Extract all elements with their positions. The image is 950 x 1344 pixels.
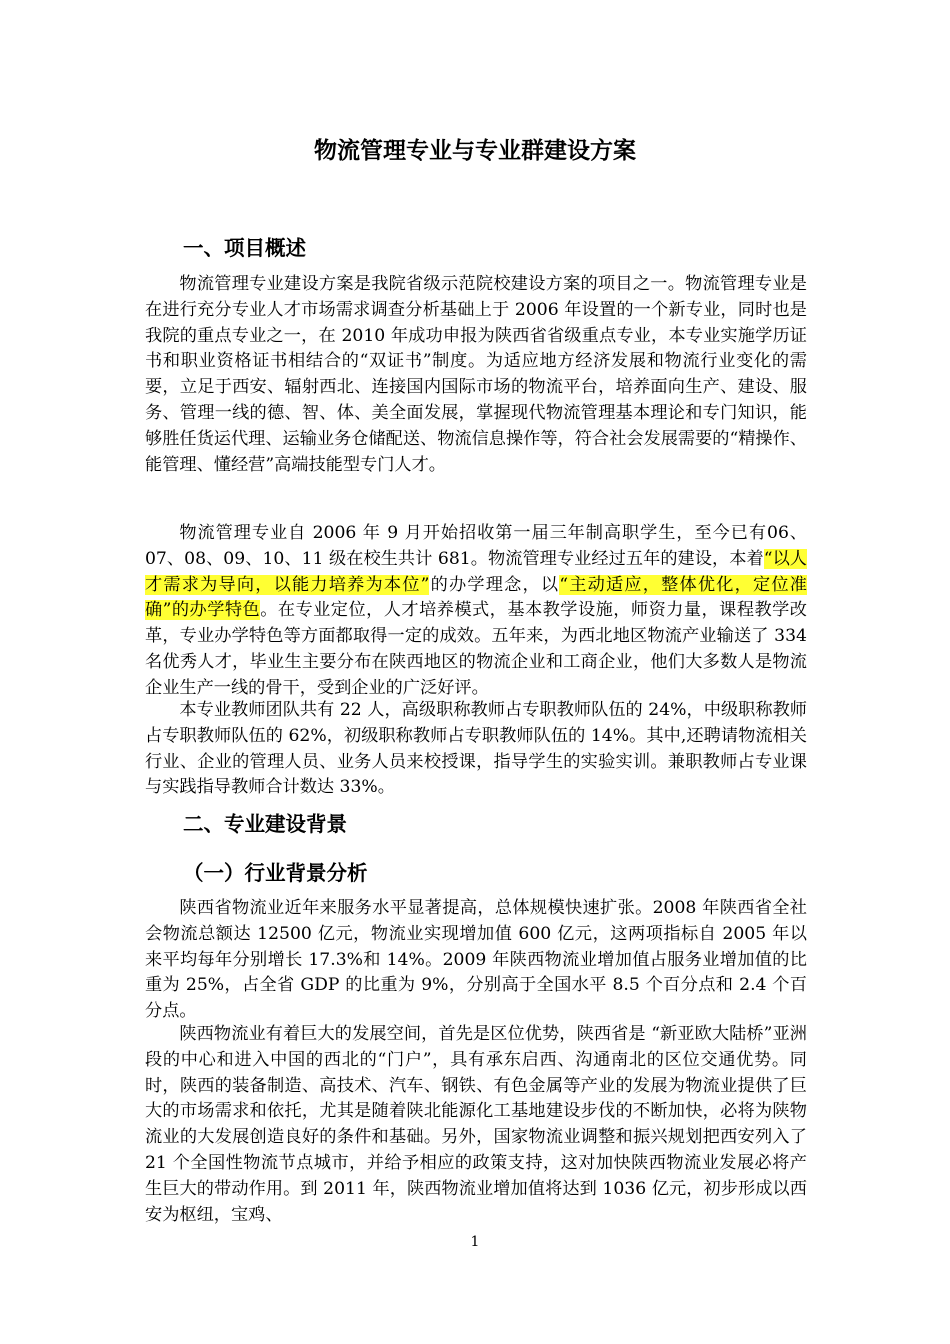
text-run: 物流管理专业自 2006 年 9 月开始招收第一届三年制高职学生，至今已有06、07、08、09、10、11 级在校生共计 681。物流管理专业经过五年的建设，本着 [145,523,807,569]
paragraph-industry-1: 陕西省物流业近年来服务水平显著提高，总体规模快速扩张。2008 年陕西省全社会物流总额达 12500 亿元，物流业实现增加值 600 亿元，这两项指标自 2005 年以来平均每年分别增长 17.3%和 14%。2009 年陕西物流业增加值占服务业增加值的比重为 25%，占全省 GDP 的比重为 9%，分别高于全国水平 8.5 个百分点和 2.4 个百分点。 [145,898,807,1022]
document-title: 物流管理专业与专业群建设方案 [314,138,636,164]
highlighted-text: “主动适应，整体优化，定位准确”的办学特色 [145,574,807,621]
page-number: 1 [470,1234,480,1250]
paragraph-overview-3: 本专业教师团队共有 22 人，高级职称教师占专职教师队伍的 24%，中级职称教师占专职教师队伍的 62%，初级职称教师占专职教师队伍的 14%。其中,还聘请物流相关行业、企业的管理人员、业务人员来校授课，指导学生的实验实训。兼职教师占专业课与实践指导教师合计数达 33%。 [145,700,807,798]
highlighted-text: “以人才需求为导向，以能力培养为本位” [145,548,807,595]
section-heading-overview: 一、项目概述 [183,236,306,260]
paragraph-overview-1: 物流管理专业建设方案是我院省级示范院校建设方案的项目之一。物流管理专业是在进行充分专业人才市场需求调查分析基础上于 2006 年设置的一个新专业，同时也是我院的重点专业之一，在 2010 年成功申报为陕西省省级重点专业，本专业实施学历证书和职业资格证书相结合的“双证书”制度。为适应地方经济发展和物流行业变化的需要，立足于西安、辐射西北、连接国内国际市场的物流平台，培养面向生产、建设、服务、管理一线的德、智、体、美全面发展，掌握现代物流管理基本理论和专门知识，能够胜任货运代理、运输业务仓储配送、物流信息操作等，符合社会发展需要的“精操作、能管理、懂经营”高端技能型专门人才。 [145,274,807,475]
paragraph-overview-2 [145,521,807,702]
text-run: 的办学理念，以 [429,574,560,595]
text-run: 。在专业定位，人才培养模式，基本教学设施，师资力量，课程教学改革，专业办学特色等方面都取得一定的成效。五年来，为西北地区物流产业输送了 334 名优秀人才，毕业生主要分布在陕西地区的物流企业和工商企业，他们大多数人是物流企业生产一线的骨干，受到企业的广泛好评。 [145,600,807,698]
paragraph-industry-2: 陕西物流业有着巨大的发展空间，首先是区位优势，陕西省是 “新亚欧大陆桥”亚洲段的中心和进入中国的西北的“门户”，具有承东启西、沟通南北的区位交通优势。同时，陕西的装备制造、高技术、汽车、钢铁、有色金属等产业的发展为物流业提供了巨大的市场需求和依托，尤其是随着陕北能源化工基地建设步伐的不断加快，必将为陕物流业的大发展创造良好的条件和基础。另外，国家物流业调整和振兴规划把西安列入了 21 个全国性物流节点城市，并给予相应的政策支持，这对加快陕西物流业发展必将产生巨大的带动作用。到 2011 年，陕西物流业增加值将达到 1036 亿元，初步形成以西安为枢纽，宝鸡、 [145,1024,807,1225]
subsection-heading-industry: （一）行业背景分析 [183,861,368,885]
section-heading-background: 二、专业建设背景 [183,812,347,836]
